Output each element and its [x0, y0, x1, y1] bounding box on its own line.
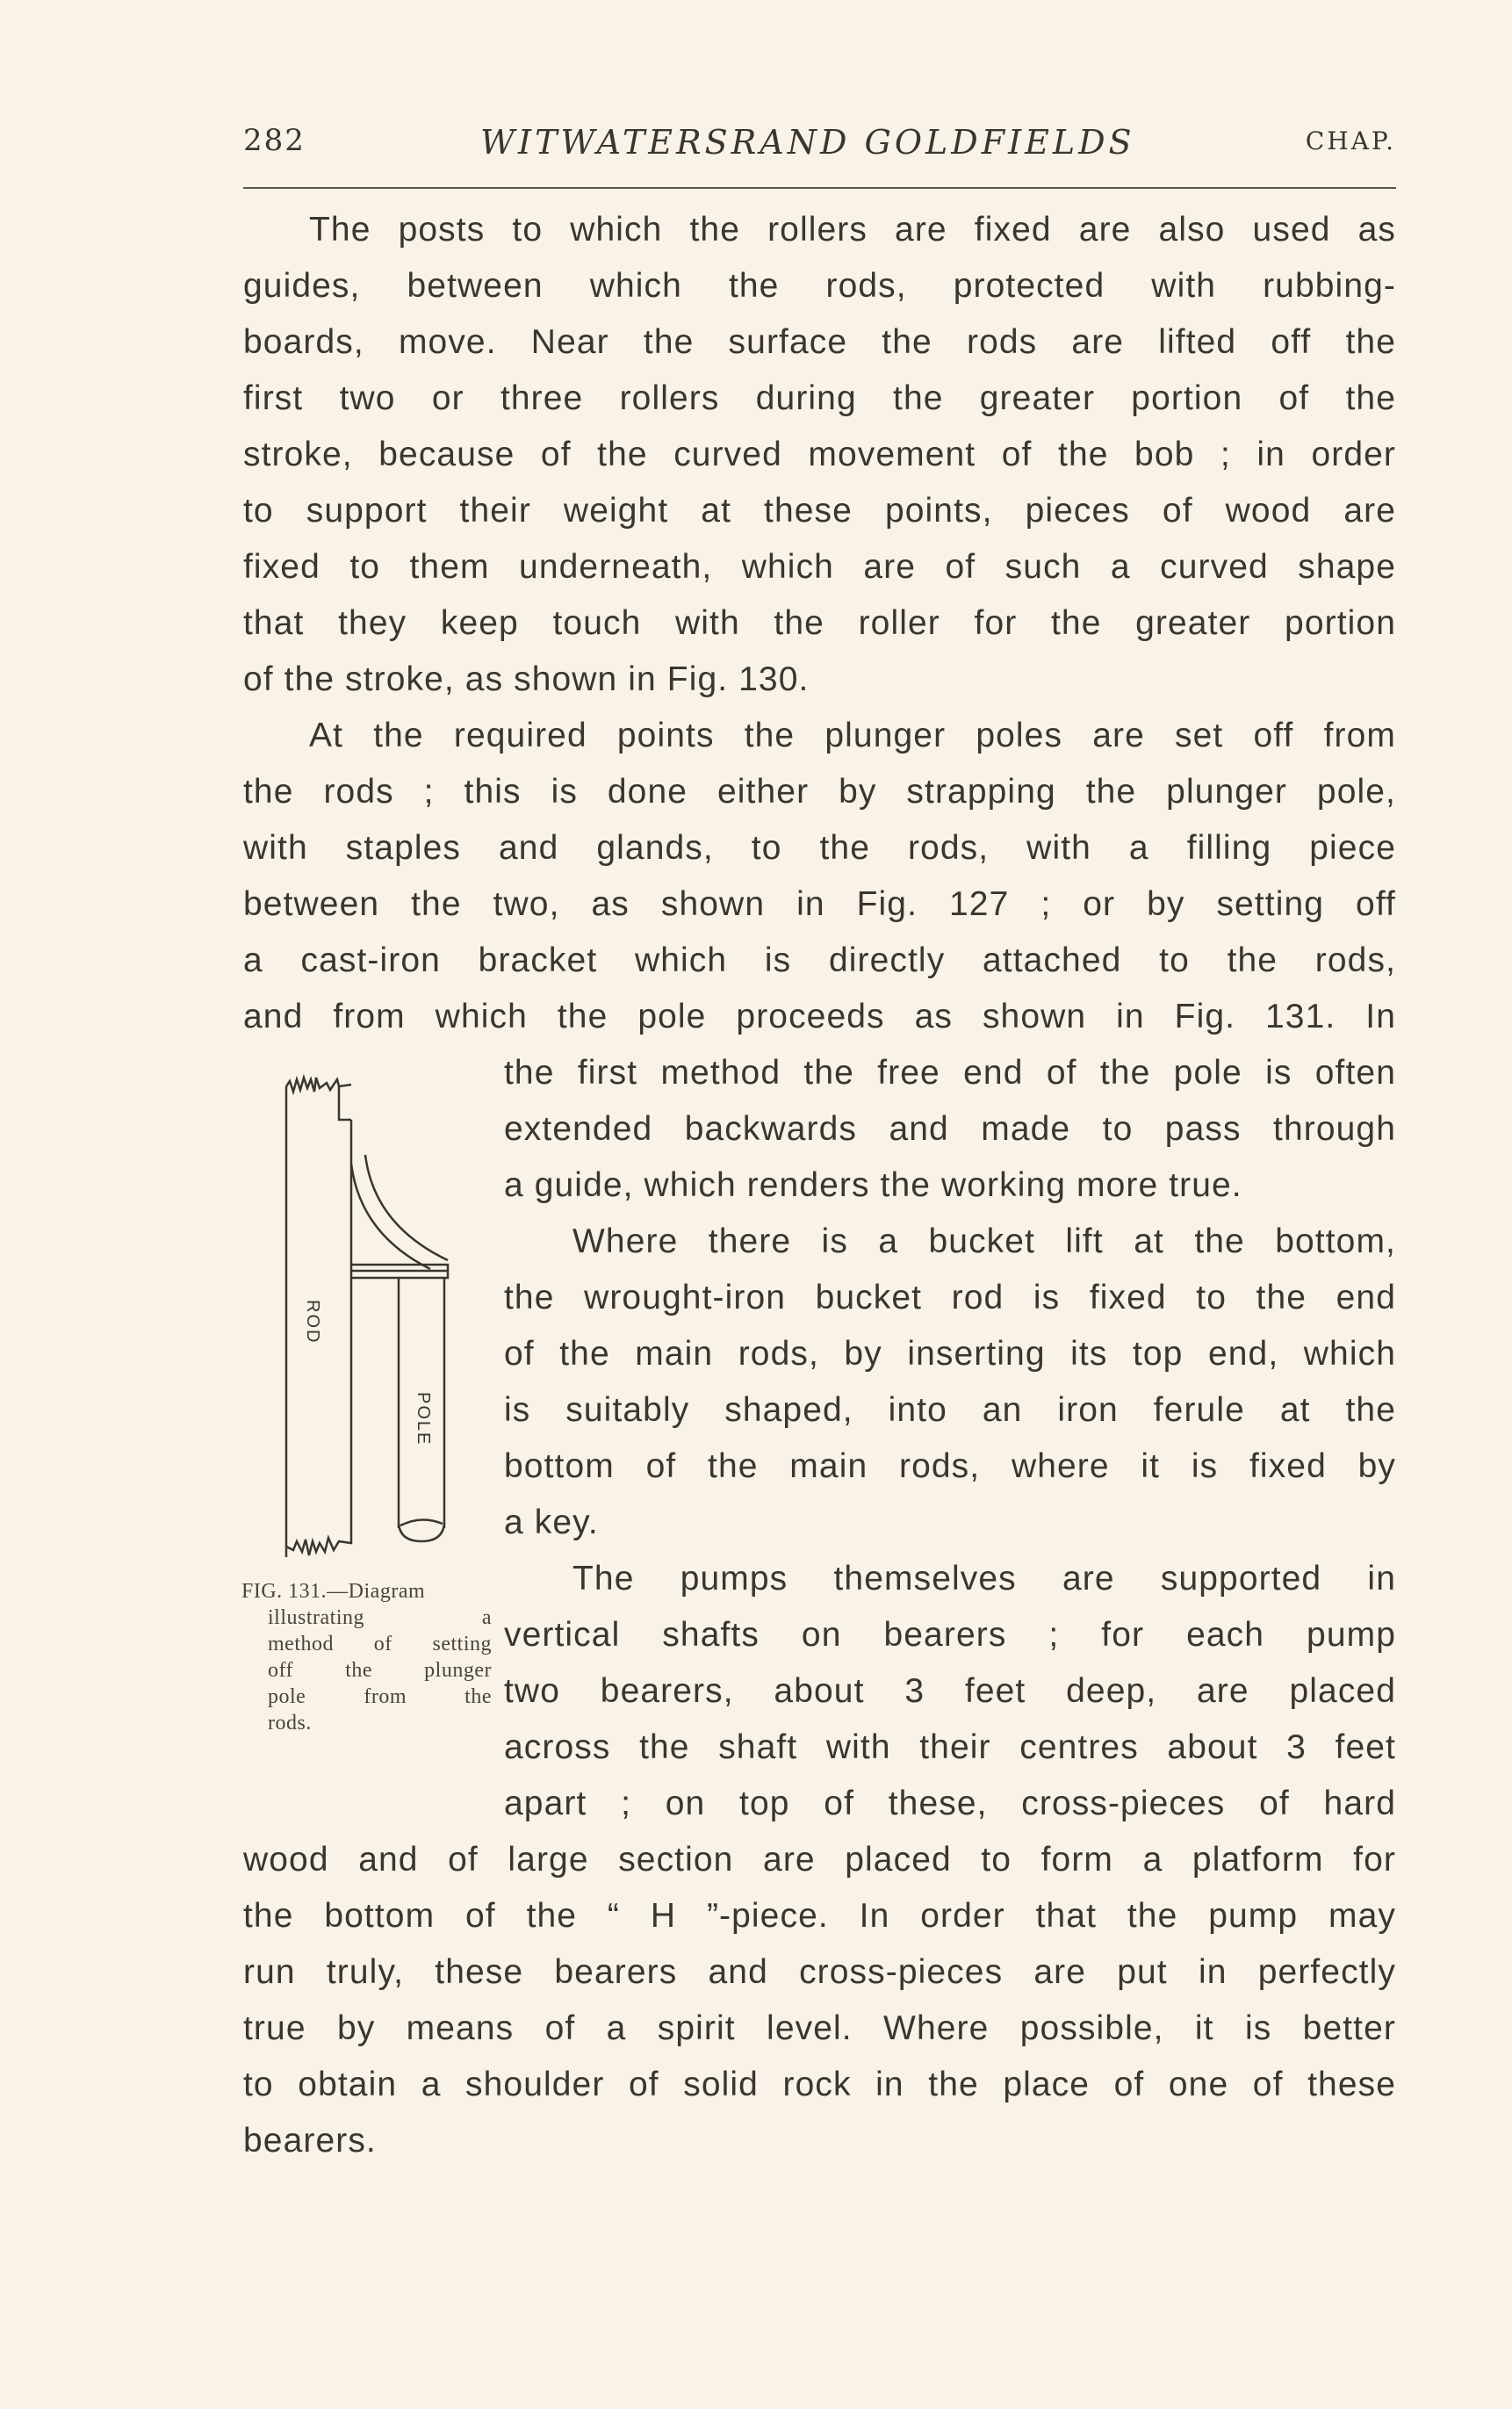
caption-line: illustrating a — [268, 1606, 492, 1629]
text-line: a cast-iron bracket which is directly attached to the rods, — [243, 941, 1396, 979]
rod-label: ROD — [303, 1300, 322, 1345]
text-line: of the main rods, by inserting its top end, which — [504, 1335, 1396, 1373]
text-line: vertical shafts on bearers ; for each pump — [504, 1616, 1396, 1654]
text-line: to obtain a shoulder of solid rock in the place of one of these — [243, 2066, 1396, 2103]
text-line: bearers. — [243, 2122, 377, 2160]
text-line: two bearers, about 3 feet deep, are placed — [504, 1672, 1396, 1710]
text-line: stroke, because of the curved movement of the bob ; in order — [243, 436, 1396, 473]
text-line: of the stroke, as shown in Fig. 130. — [243, 660, 810, 698]
running-head — [243, 123, 1396, 176]
pole-label: POLE — [414, 1392, 433, 1446]
caption-line: rods. — [268, 1712, 312, 1735]
text-line: fixed to them underneath, which are of such a curved shape — [243, 548, 1396, 586]
text-line: The pumps themselves are supported in — [572, 1560, 1396, 1598]
text-line: and from which the pole proceeds as shown in Fig. 131. In — [243, 998, 1396, 1035]
text-line: wood and of large section are placed to form a platform for — [243, 1841, 1396, 1879]
text-line: that they keep touch with the roller for the greater portion — [243, 604, 1396, 642]
text-line: true by means of a spirit level. Where possible, it is better — [243, 2009, 1396, 2047]
rod-break-top — [286, 1078, 351, 1092]
figure-131-diagram — [263, 1067, 457, 1576]
text-line: a guide, which renders the working more true. — [504, 1166, 1242, 1204]
text-line: boards, move. Near the surface the rods are lifted off the — [243, 323, 1396, 361]
text-line: between the two, as shown in Fig. 127 ; or by setting off — [243, 885, 1396, 923]
text-line: with staples and glands, to the rods, with a filling piece — [243, 829, 1396, 867]
text-line: across the shaft with their centres about 3 feet — [504, 1728, 1396, 1766]
pole-end — [400, 1519, 443, 1525]
caption-line: off the plunger — [268, 1659, 492, 1682]
figure-caption — [241, 1578, 492, 1736]
text-line: the first method the free end of the pole is often — [504, 1054, 1396, 1092]
text-line: is suitably shaped, into an iron ferule at the — [504, 1391, 1396, 1429]
rod-outline — [339, 1086, 351, 1120]
caption-line: method of setting — [268, 1633, 492, 1655]
text-line: The posts to which the rollers are fixed are also used as — [309, 211, 1396, 249]
running-title: WITWATERSRAND GOLDFIELDS — [480, 123, 1135, 162]
bracket-curve — [365, 1155, 448, 1260]
text-line: guides, between which the rods, protected with rubbing- — [243, 267, 1396, 305]
chapter-label: CHAP. — [1305, 126, 1396, 155]
pole-end — [399, 1524, 444, 1541]
text-line: bottom of the main rods, where it is fixed by — [504, 1447, 1396, 1485]
page-number: 282 — [243, 123, 306, 158]
text-line: apart ; on top of these, cross-pieces of hard — [504, 1785, 1396, 1822]
text-line: run truly, these bearers and cross-pieces are put in perfectly — [243, 1953, 1396, 1991]
text-line: a key. — [504, 1504, 599, 1541]
caption-line: FIG. 131.—Diagram — [241, 1580, 426, 1603]
caption-line: pole from the — [268, 1685, 492, 1708]
text-line: the rods ; this is done either by strapping the plunger pole, — [243, 773, 1396, 811]
text-line: to support their weight at these points, pieces of wood are — [243, 492, 1396, 530]
rod-break-bottom — [286, 1480, 351, 1555]
text-line: the wrought-iron bucket rod is fixed to the end — [504, 1279, 1396, 1316]
text-line: the bottom of the “ H ”-piece. In order that the pump may — [243, 1897, 1396, 1935]
text-line: extended backwards and made to pass through — [504, 1110, 1396, 1148]
text-line: Where there is a bucket lift at the bottom, — [572, 1223, 1396, 1260]
header-rule — [243, 187, 1396, 189]
text-line: At the required points the plunger poles are set off from — [309, 717, 1396, 754]
text-line: first two or three rollers during the greater portion of the — [243, 379, 1396, 417]
rod-pole-drawing — [263, 1067, 457, 1576]
